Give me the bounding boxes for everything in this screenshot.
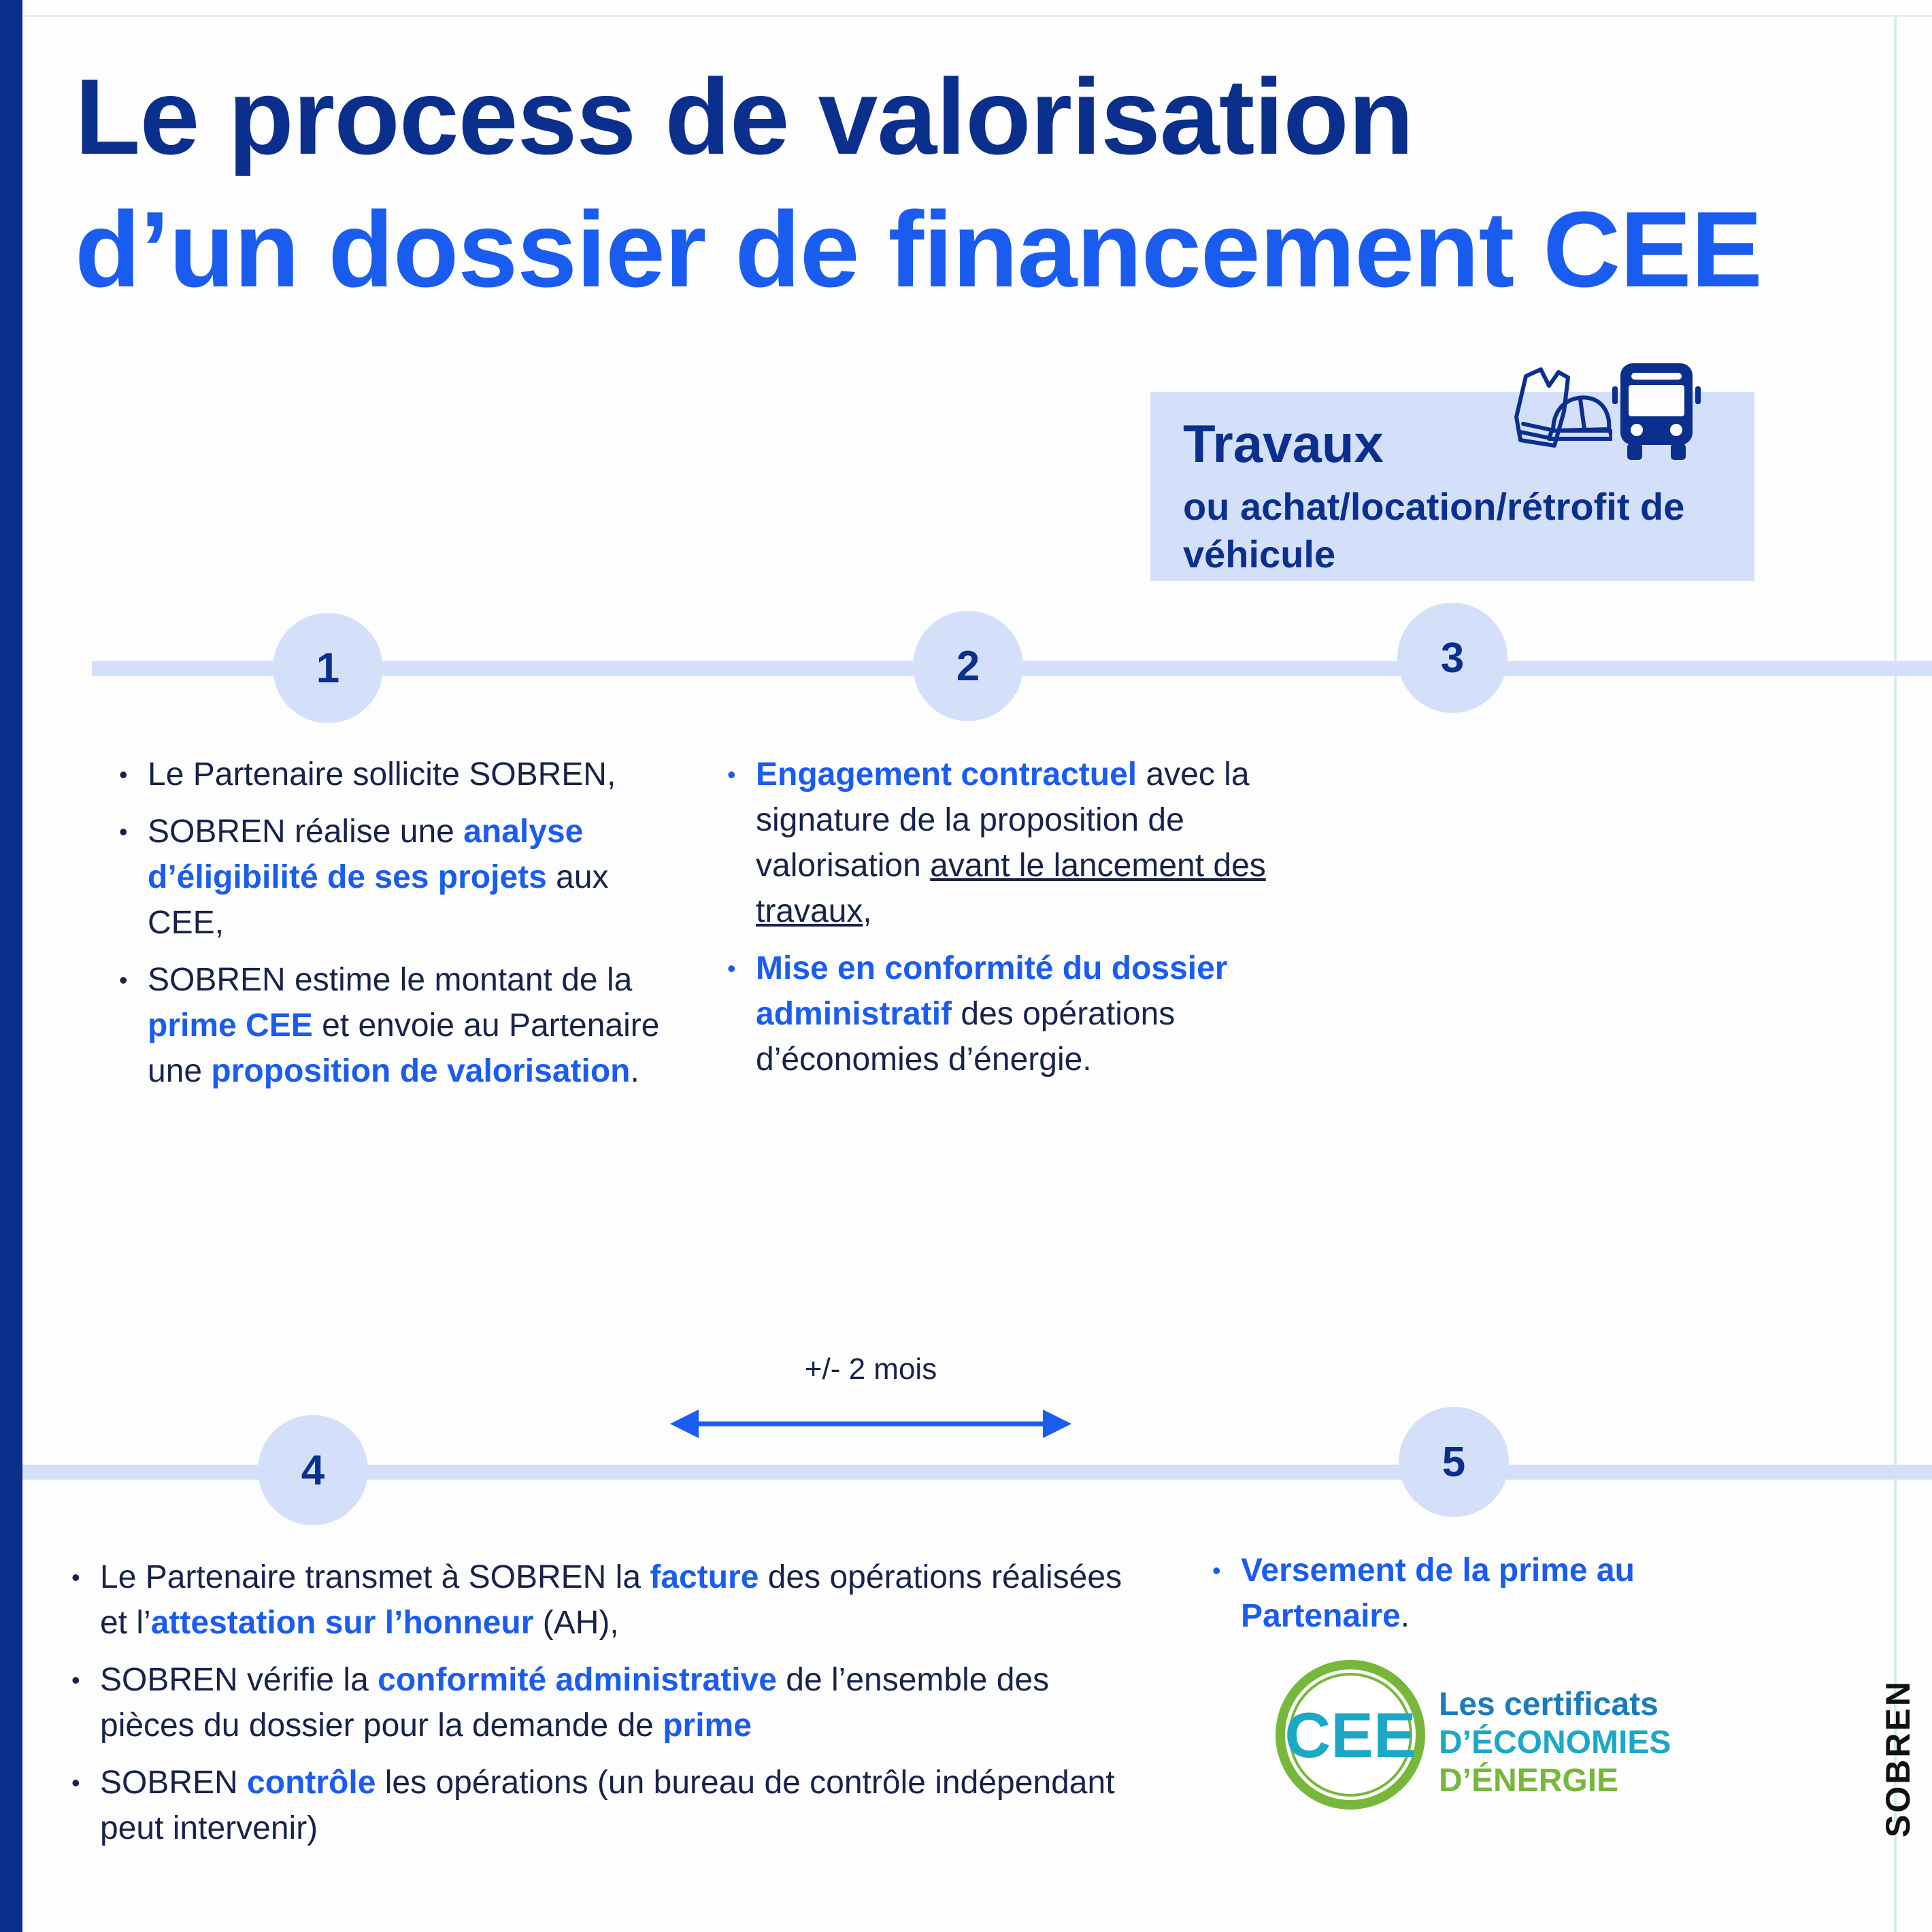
step-5-bullet: • Versement de la prime au Partenaire. — [1212, 1548, 1722, 1639]
top-border — [22, 15, 1932, 17]
step-3-circle: 3 — [1397, 603, 1508, 713]
step-5-circle: 5 — [1399, 1407, 1509, 1517]
step-1-bullet: • Le Partenaire sollicite SOBREN, — [119, 752, 663, 797]
travaux-title: Travaux — [1183, 414, 1384, 473]
step-5-text — [1212, 1548, 1722, 1650]
step-1-circle: 1 — [273, 613, 383, 723]
step-1-bullet: • SOBREN estime le montant de la prime CEE et envoie au Partenaire une proposition de valorisation. — [119, 957, 663, 1094]
cee-logo-badge — [1272, 1656, 1429, 1813]
duration-label: +/- 2 mois — [804, 1352, 937, 1386]
title-line-1: Le process de valorisation — [75, 57, 1414, 177]
title-line-2: d’un dossier de financement CEE — [75, 190, 1762, 310]
step-2-text — [727, 752, 1292, 1094]
page-title — [75, 51, 1762, 316]
cee-logo-line-1: Les certificats — [1439, 1686, 1659, 1722]
step-2-bullet: • Engagement contractuel avec la signature de la proposition de valorisation avant le lancement des travaux, — [727, 752, 1292, 934]
cee-badge-text: CEE — [1284, 1699, 1416, 1771]
travaux-subtitle: ou achat/location/rétrofit de véhicule — [1183, 485, 1685, 576]
step-2-circle: 2 — [913, 611, 1023, 721]
step-4-bullet: • SOBREN vérifie la conformité administrative de l’ensemble des pièces du dossier pour la demande de prime — [71, 1657, 1133, 1748]
step-1-bullet: • SOBREN réalise une analyse d’éligibilité de ses projets aux CEE, — [119, 809, 663, 946]
worker-vest-helmet-icon — [1514, 364, 1612, 456]
cee-logo-line-3: D’ÉNERGIE — [1439, 1763, 1619, 1799]
step-4-bullet: • Le Partenaire transmet à SOBREN la facture des opérations réalisées et l’attestation sur l’honneur (AH), — [71, 1554, 1133, 1646]
step-4-text — [71, 1554, 1133, 1863]
sobren-logo: SOBREN — [1879, 1680, 1917, 1837]
cee-logo-line-2: D’ÉCONOMIES — [1439, 1725, 1671, 1761]
step-2-bullet: • Mise en conformité du dossier administratif des opérations d’économies d’énergie. — [727, 946, 1292, 1082]
left-accent-bar — [0, 0, 22, 1932]
step-4-circle: 4 — [258, 1415, 368, 1525]
bus-icon — [1612, 361, 1701, 463]
cee-logo-text — [1439, 1686, 1671, 1800]
duration-arrow — [670, 1407, 1071, 1441]
step-1-text — [119, 752, 663, 1105]
step-4-bullet: • SOBREN contrôle les opérations (un bureau de contrôle indépendant peut intervenir) — [71, 1760, 1133, 1851]
right-border — [1894, 17, 1897, 1932]
